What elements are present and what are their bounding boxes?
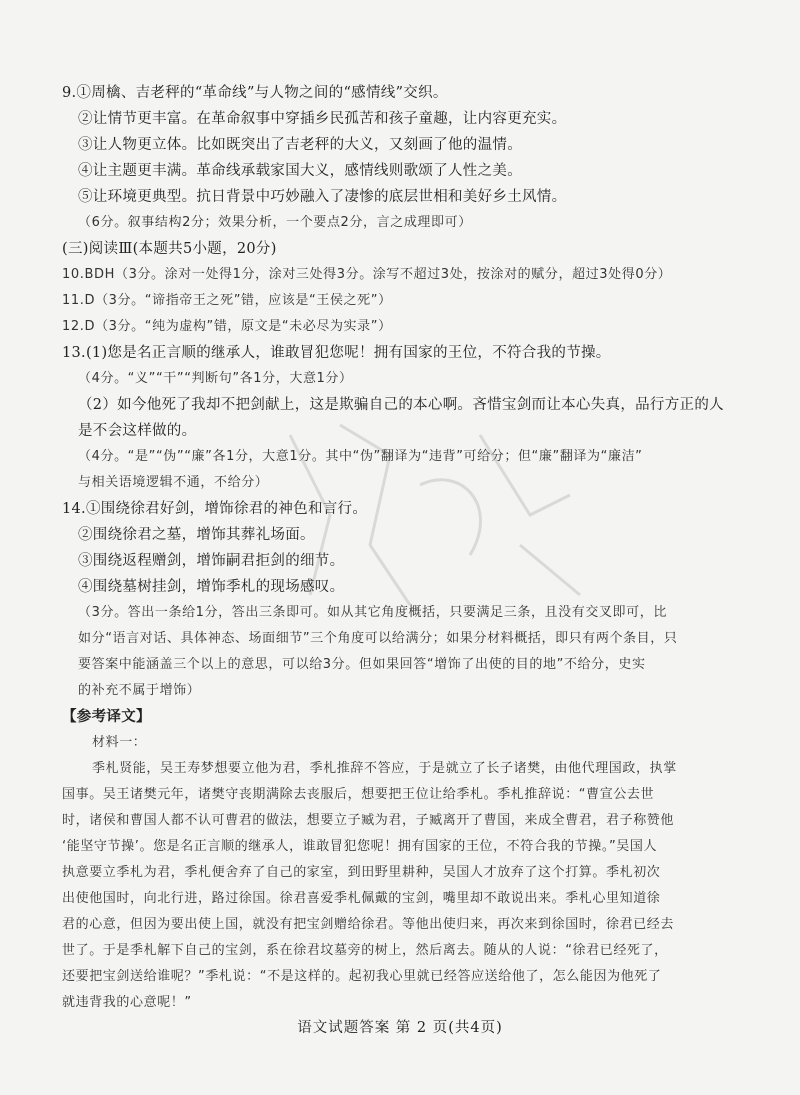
text-line: 就违背我的心意呢！” <box>62 995 192 1010</box>
text-line: 出使他国时，向北行进，路过徐国。徐君喜爱季札佩戴的宝剑，嘴里却不敢说出来。季札心里知道徐 <box>62 891 661 906</box>
page-footer: 语文试题答案 第 2 页(共4页) <box>297 1020 503 1036</box>
text-line: ③让人物更立体。比如既突出了吉老秤的大义，又刻画了他的温情。 <box>78 137 522 153</box>
text-line: 时，诸侯和曹国人都不认可曹君的做法，想要立子臧为君，子臧离开了曹国，来成全曹君，君子称赞他 <box>62 813 675 828</box>
text-line: 14.①围绕徐君好剑，增饰徐君的神色和言行。 <box>62 501 368 517</box>
text-line: 还要把宝剑送给谁呢？”季札说：“不是这样的。起初我心里就已经答应送给他了，怎么能因为他死了 <box>62 969 662 984</box>
text-line: 是不会这样做的。 <box>78 423 197 439</box>
text-line: 世了。于是季札解下自己的宝剑，系在徐君坟墓旁的树上，然后离去。随从的人说：“徐君已经死了， <box>62 943 668 958</box>
text-line: （4分。“义”“干”“判断句”各1分，大意1分） <box>78 371 353 386</box>
text-line: ‘能坚守节操’。您是名正言顺的继承人，谁敢冒犯您呢！拥有国家的王位，不符合我的节操。”吴国人 <box>62 839 658 854</box>
text-line: （2）如今他死了我却不把剑献上，这是欺骗自己的本心啊。吝惜宝剑而让本心失真，品行方正的人 <box>78 397 724 413</box>
text-line: （3分。答出一条给1分，答出三条即可。如从其它角度概括，只要满足三条，且没有交叉即可，比 <box>78 605 667 620</box>
text-line: ②让情节更丰富。在革命叙事中穿插乡民孤苦和孩子童趣，让内容更充实。 <box>78 111 567 127</box>
text-line: 9.①周檎、吉老秤的“革命线”与人物之间的“感情线”交织。 <box>62 85 448 101</box>
text-line: (三)阅读Ⅲ(本题共5小题，20分) <box>62 241 277 257</box>
text-line: 12.D（3分。“纯为虚构”错，原文是“未必尽为实录”） <box>62 319 392 334</box>
text-line: 材料一： <box>92 735 147 750</box>
text-line: 执意要立季札为君，季札便舍弃了自己的家室，到田野里耕种，吴国人才放弃了这个打算。季札初次 <box>62 865 661 880</box>
text-line: 季札贤能，吴王寿梦想要立他为君，季札推辞不答应，于是就立了长子诸樊，由他代理国政，执掌 <box>92 761 677 776</box>
text-line: 如分“语言对话、具体神态、场面细节”三个角度可以给满分；如果分材料概括，即只有两个条目，只 <box>78 631 678 646</box>
text-line: ③围绕返程赠剑，增饰嗣君拒剑的细节。 <box>78 553 345 569</box>
text-line: ④围绕墓树挂剑，增饰季札的现场感叹。 <box>78 579 345 595</box>
text-line: 君的心意，但因为要出使上国，就没有把宝剑赠给徐君。等他出使归来，再次来到徐国时，徐君已经去 <box>62 917 675 932</box>
text-line: 10.BDH（3分。涂对一处得1分，涂对三处得3分。涂写不超过3处，按涂对的赋分，超过3处得0分） <box>62 267 672 282</box>
text-line: （4分。“是”“伪”“廉”各1分，大意1分。其中“伪”翻译为“违背”可给分；但“廉”翻译为“廉洁” <box>78 449 643 464</box>
text-line: ④让主题更丰满。革命线承载家国大义，感情线则歌颂了人性之美。 <box>78 163 522 179</box>
text-line: 13.(1)您是名正言顺的继承人，谁敢冒犯您呢！拥有国家的王位，不符合我的节操。 <box>62 345 611 361</box>
text-line: 与相关语境逻辑不通，不给分） <box>78 475 269 490</box>
text-line: ⑤让环境更典型。抗日背景中巧妙融入了凄惨的底层世相和美好乡土风情。 <box>78 189 567 205</box>
text-line: ②围绕徐君之墓，增饰其葬礼场面。 <box>78 527 315 543</box>
text-line: 国事。吴王诸樊元年，诸樊守丧期满除去丧服后，想要把王位让给季札。季札推辞说：“曹宣公去世 <box>62 787 655 802</box>
text-line: 要答案中能涵盖三个以上的意思，可以给3分。但如果回答“增饰了出使的目的地”不给分，史实 <box>78 657 646 672</box>
text-line: 的补充不属于增饰） <box>78 683 201 698</box>
text-line: （6分。叙事结构2分；效果分析，一个要点2分，言之成理即可） <box>78 215 472 230</box>
text-line: 【参考译文】 <box>62 708 151 725</box>
text-line: 11.D（3分。“谛指帝王之死”错，应该是“王侯之死”） <box>62 293 392 308</box>
